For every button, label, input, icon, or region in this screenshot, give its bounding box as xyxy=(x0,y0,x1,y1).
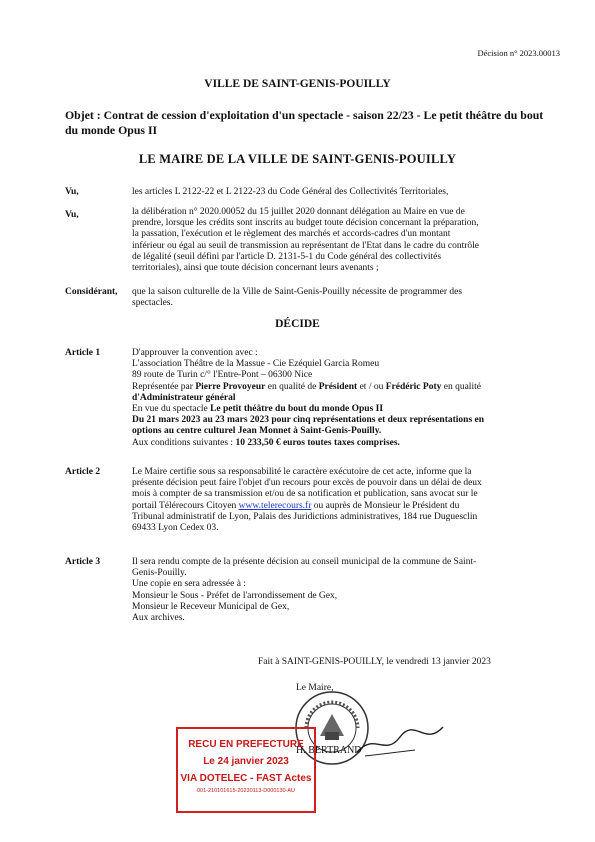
visa-label: Vu, xyxy=(65,210,79,220)
stamp-channel: VIA DOTELEC - FAST Actes xyxy=(180,773,312,784)
city-title: VILLE DE SAINT-GENIS-POUILLY xyxy=(204,78,391,90)
article-2-label: Article 2 xyxy=(65,467,101,477)
article-3-label: Article 3 xyxy=(65,557,101,567)
document-object: Objet : Contrat de cession d'exploitation d'un spectacle - saison 22/23 - Le petit théâtre du bout du monde Opus II xyxy=(65,108,544,137)
place-and-date: Fait à SAINT-GENIS-POUILLY, le vendredi 13 janvier 2023 xyxy=(258,657,491,667)
visa-text: la délibération n° 2020.00052 du 15 juillet 2020 donnant délégation au Maire en vue de prendre, lorsque les crédits sont inscrits au budget toute décision concernant la préparation, la passation, l'exécution et le règlement des marchés et accords-cadres d'un montant inférieur ou égal au seuil de transmission au représentant de l'Etat dans le cadre du contrôle de légalité (seuil défini par l'article D. 2131-5-1 du Code général des collectivités territoriales), ainsi que toute décision concernant leurs avenants ; xyxy=(132,207,480,274)
prefecture-stamp xyxy=(176,727,316,813)
signature-scribble-icon xyxy=(355,722,445,762)
considerant-label: Considérant, xyxy=(65,287,118,297)
article-1-label: Article 1 xyxy=(65,348,101,358)
signatory-role: Le Maire, xyxy=(296,683,334,693)
visa-label: Vu, xyxy=(65,187,79,197)
article-2-text: Le Maire certifie sous sa responsabilité le caractère exécutoire de cet acte, informe que la présente décision peut faire l'objet d'un recours pour excès de pouvoir dans un délai de deux mois à compter de sa transmission et/ou de sa notification et publication, sans avocat sur le portail Télérecours Citoyen www.telerecours.fr ou auprès de Monsieur le Président du Tribunal administratif de Lyon, Palais des Juridictions administratives, 184 rue Duguesclin 69433 Lyon Cedex 03. xyxy=(132,467,482,534)
considerant-text: que la saison culturelle de la Ville de Saint-Genis-Pouilly nécessite de programmer des spectacles. xyxy=(132,287,463,309)
telerecours-link[interactable]: www.telerecours.fr xyxy=(238,500,312,511)
article-1-text: D'approuver la convention avec : L'association Théâtre de la Massue - Cie Ezéquiel Garcia Romeu 89 route de Turin c/° l'Entre-Pont – 06300 Nice Représentée par Pierre Provoyeur en qualité de Président et / ou Frédéric Poty en qualité d'Administrateur général En vue du spectacle Le petit théâtre du bout du monde Opus II Du 21 mars 2023 au 23 mars 2023 pour cinq représentations et deux représentations en options au centre culturel Jean Monnet à Saint-Genis-Pouilly. Aux conditions suivantes : 10 233,50 € euros toutes taxes comprises. xyxy=(132,348,485,448)
stamp-act-id: 001-210101615-20230113-D000130-AU xyxy=(196,788,296,794)
decision-reference: Décision n° 2023.00013 xyxy=(477,48,560,58)
authority-heading: LE MAIRE DE LA VILLE DE SAINT-GENIS-POUILLY xyxy=(138,152,457,166)
stamp-date: Le 24 janvier 2023 xyxy=(203,756,289,767)
signatory-name: H. BERTRAND xyxy=(296,745,362,756)
visa-text: les articles L 2122-22 et L 2122-23 du Code Général des Collectivités Territoriales, xyxy=(132,187,449,197)
stamp-title: RECU EN PREFECTURE xyxy=(188,739,304,750)
decide-heading: DÉCIDE xyxy=(275,318,320,330)
article-3-text: Il sera rendu compte de la présente décision au conseil municipal de la commune de Saint- Genis-Pouilly. Une copie en sera adressée à : Monsieur le Sous - Préfet de l'arrondissement de Gex, Monsieur le Receveur Municipal de Gex, Aux archives. xyxy=(132,557,477,624)
